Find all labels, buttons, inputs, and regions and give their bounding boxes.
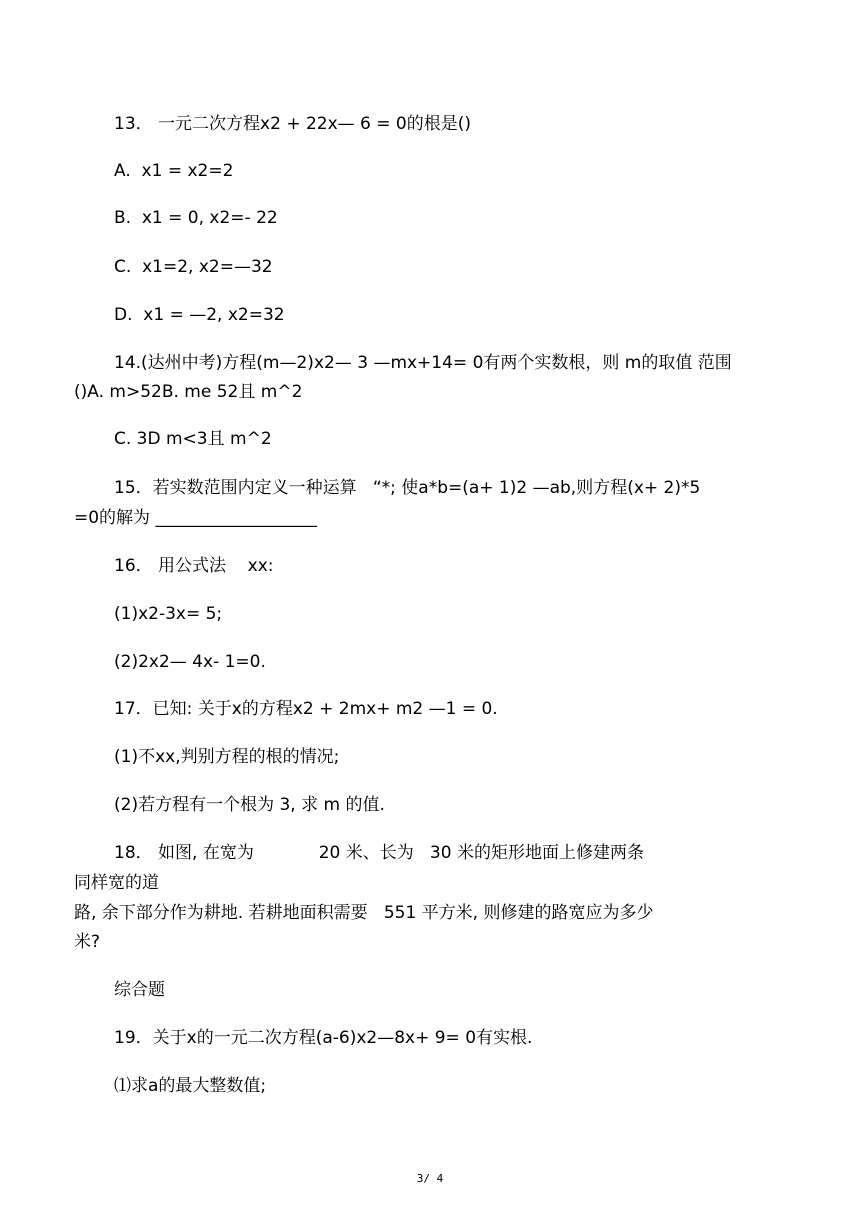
- q18-line2: 同样宽的道: [74, 873, 159, 893]
- q17-stem: 17．已知: 关于x的方程x2 + 2mx+ m2 —1 = 0.: [114, 699, 498, 719]
- q14-line3: C. 3D m<3且 m^2: [114, 429, 272, 449]
- q16-part2: (2)2x2— 4x- 1=0.: [114, 652, 266, 672]
- q19-stem: 19．关于x的一元二次方程(a-6)x2—8x+ 9= 0有实根.: [114, 1028, 533, 1048]
- q13-option-a: A. x1 = x2=2: [114, 161, 234, 181]
- section-heading: 综合题: [114, 980, 165, 1000]
- q13-option-c: C. x1=2, x2=—32: [114, 257, 273, 277]
- q17-part1: (1)不xx,判别方程的根的情况;: [114, 747, 340, 767]
- q15-line1: 15．若实数范围内定义一种运算 “*; 使a*b=(a+ 1)2 —ab,则方程(x+ 2)*5: [114, 478, 701, 498]
- q18-line1: 18． 如图, 在宽为 20 米、长为 30 米的矩形地面上修建两条: [114, 843, 644, 863]
- q15-line2: =0的解为 ___________________: [74, 508, 317, 528]
- q16-stem: 16． 用公式法 xx:: [114, 556, 274, 576]
- q18-line4: 米?: [74, 932, 101, 952]
- q18-line3: 路, 余下部分作为耕地. 若耕地面积需要 551 平方米, 则修建的路宽应为多少: [74, 903, 654, 923]
- q19-part1: ⑴求a的最大整数值;: [114, 1076, 267, 1096]
- q17-part2: (2)若方程有一个根为 3, 求 m 的值.: [114, 795, 385, 815]
- q14-line2: ()A. m>52B. me 52且 m^2: [74, 382, 303, 402]
- q13-option-d: D. x1 = —2, x2=32: [114, 305, 285, 325]
- q16-part1: (1)x2-3x= 5;: [114, 604, 223, 624]
- q14-line1: 14.(达州中考)方程(m—2)x2— 3 —mx+14= 0有两个实数根，则 m的取值 范围: [114, 353, 732, 373]
- q13-stem: 13． 一元二次方程x2 + 22x— 6 = 0的根是(): [114, 114, 472, 134]
- q13-option-b: B. x1 = 0, x2=- 22: [114, 208, 278, 228]
- page-number: 3/ 4: [416, 1172, 444, 1185]
